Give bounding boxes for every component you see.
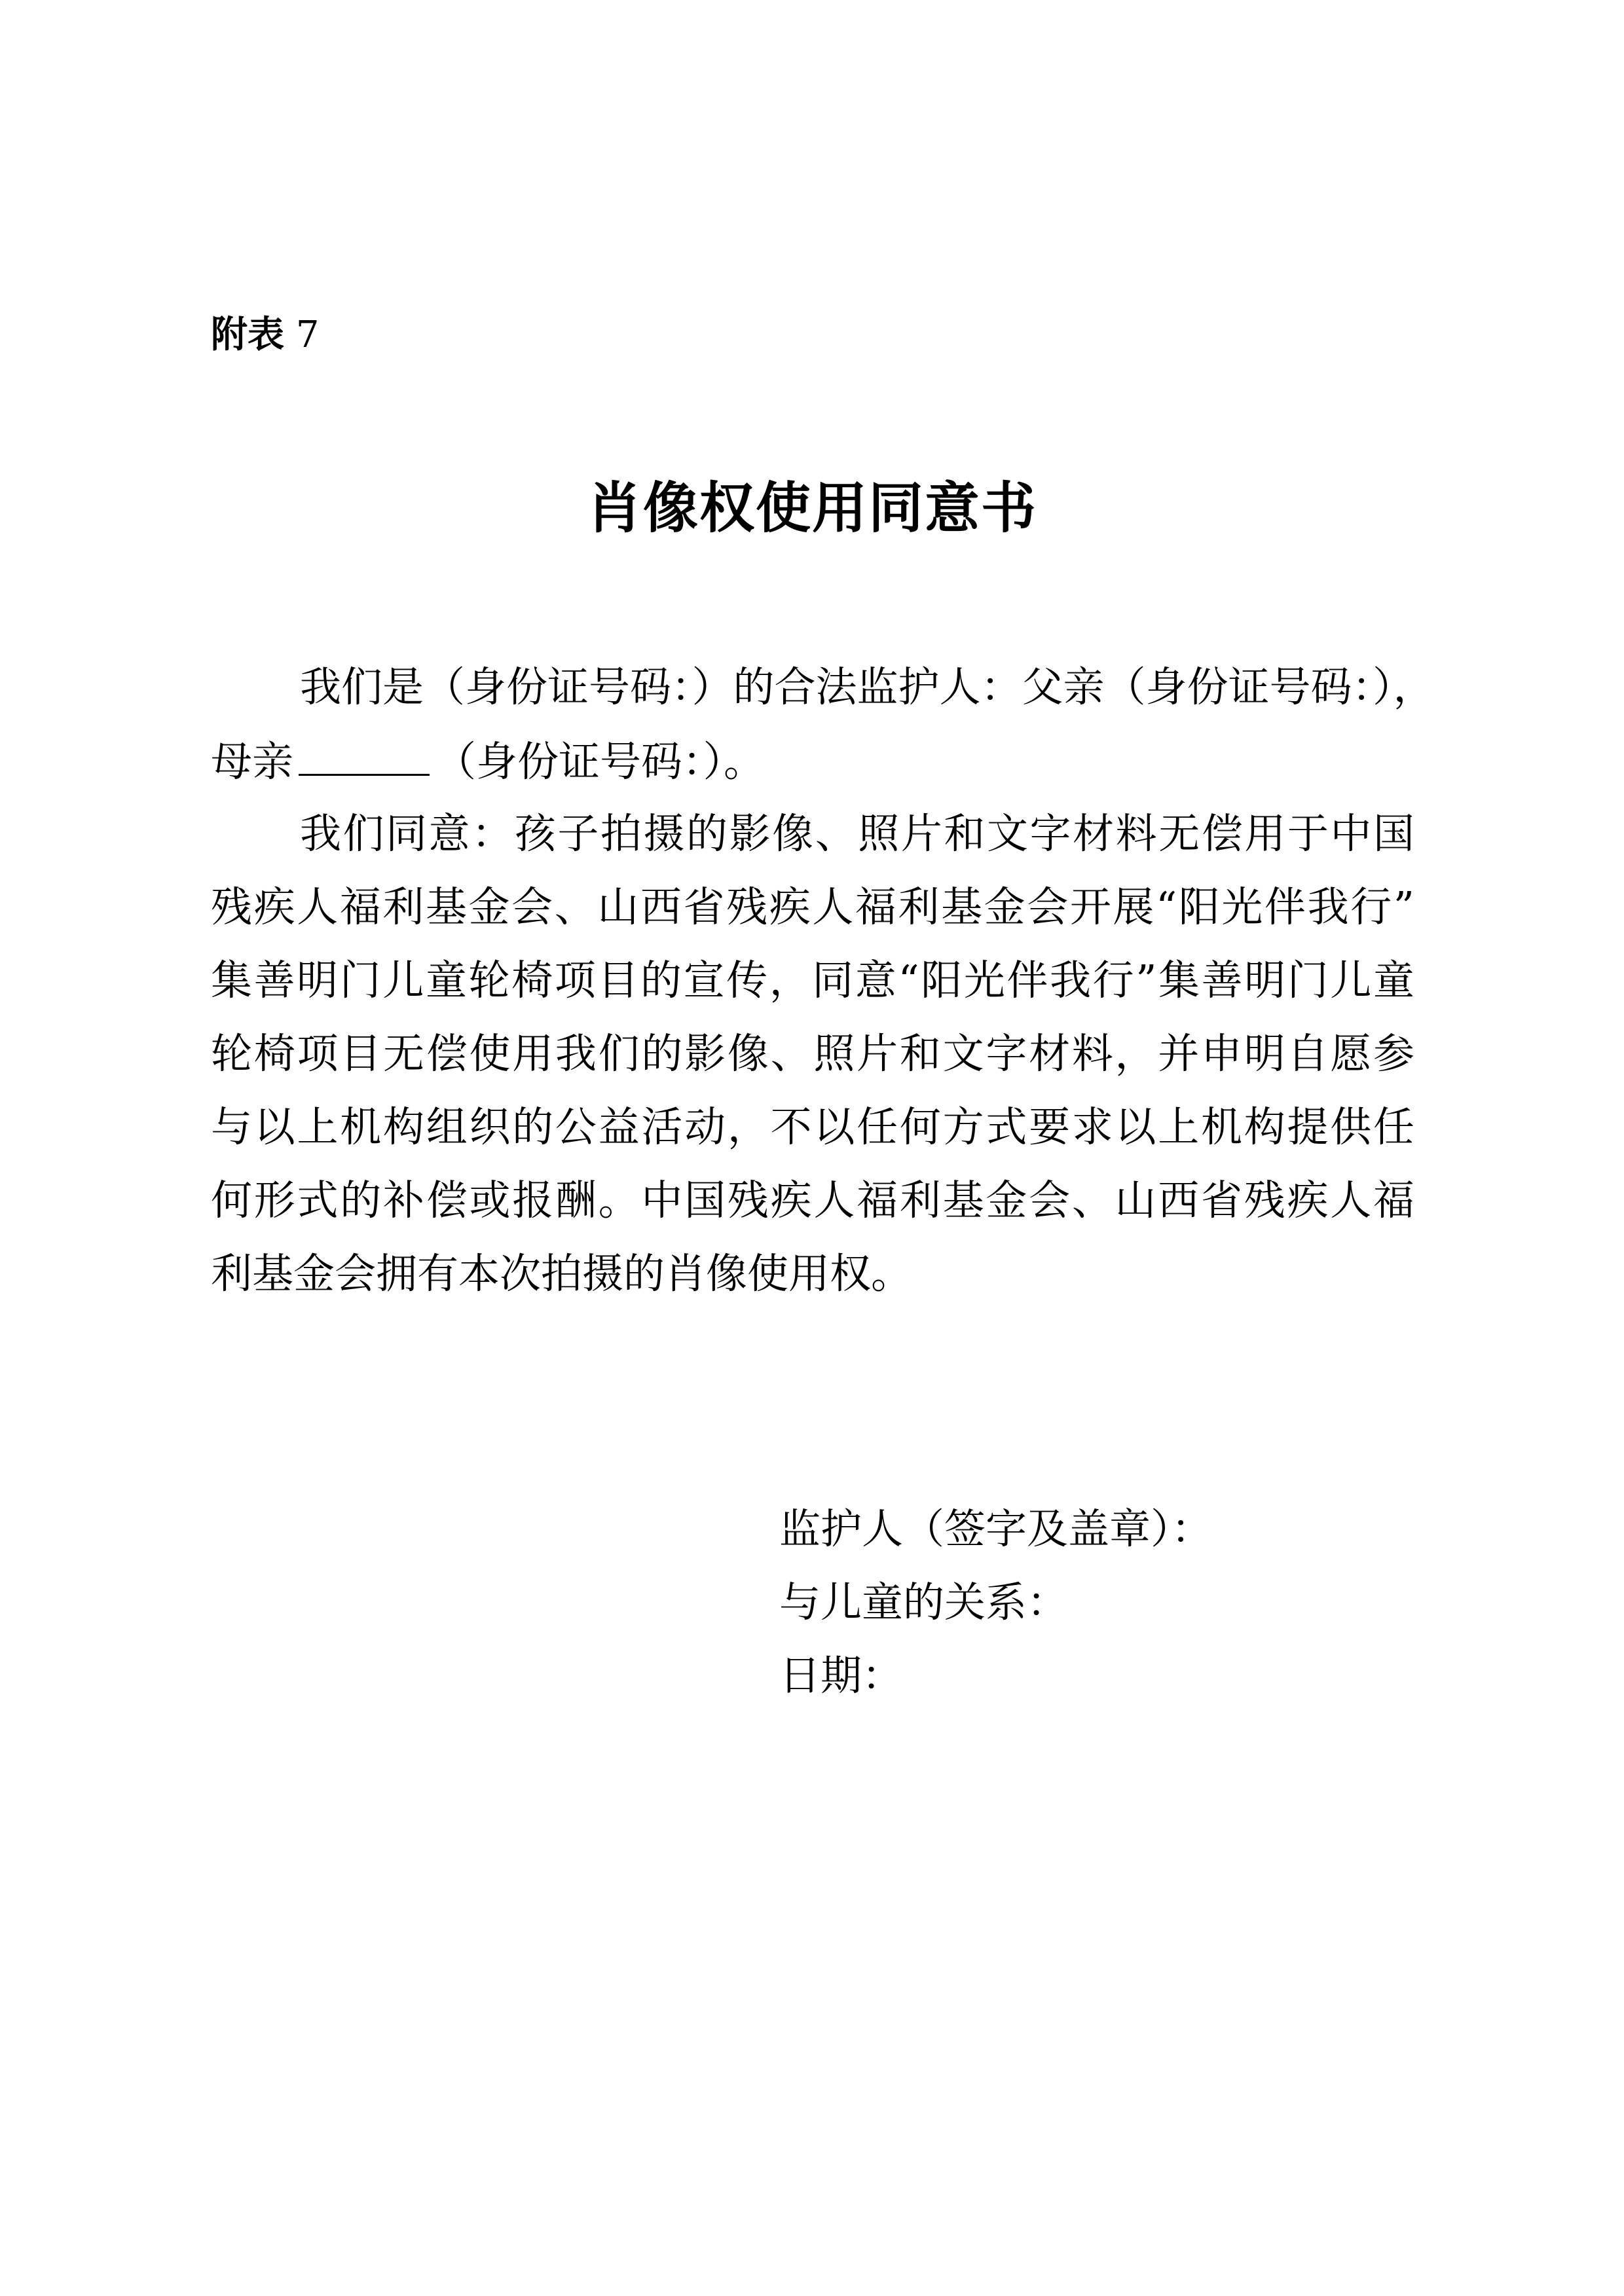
attachment-label-text: 附表 — [211, 314, 284, 356]
paragraph2-line: 轮椅项目无偿使用我们的影像、照片和文字材料，并申明自愿参 — [211, 1030, 1414, 1078]
paragraph2-line: 集善明门儿童轮椅项目的宣传，同意“阳光伴我行”集善明门儿童 — [211, 957, 1414, 1004]
mother-name-blank — [299, 735, 430, 776]
mother-id-text: （身份证号码：）。 — [435, 738, 765, 786]
paragraph2-line: 我们同意：孩子拍摄的影像、照片和文字材料无偿用于中国 — [300, 810, 1414, 858]
paragraph1-line1: 我们是（身份证号码：）的合法监护人：父亲（身份证号码：）， — [300, 663, 1435, 711]
document-title: 肖像权使用同意书 — [586, 476, 1037, 540]
date-label: 日期： — [779, 1652, 903, 1700]
paragraph2-line: 残疾人福利基金会、山西省残疾人福利基金会开展“阳光伴我行” — [211, 883, 1414, 931]
paragraph2-line: 利基金会拥有本次拍摄的肖像使用权。 — [211, 1250, 912, 1298]
mother-label: 母亲 — [211, 738, 293, 786]
attachment-label — [211, 312, 319, 359]
relationship-label: 与儿童的关系： — [779, 1578, 1068, 1626]
paragraph2-line: 何形式的补偿或报酬。中国残疾人福利基金会、山西省残疾人福 — [211, 1176, 1414, 1224]
attachment-number: 7 — [295, 314, 320, 356]
guardian-signature-label: 监护人（签字及盖章）： — [779, 1505, 1213, 1553]
paragraph2-line: 与以上机构组织的公益活动，不以任何方式要求以上机构提供任 — [211, 1103, 1414, 1151]
paragraph1-line2 — [211, 735, 1414, 788]
